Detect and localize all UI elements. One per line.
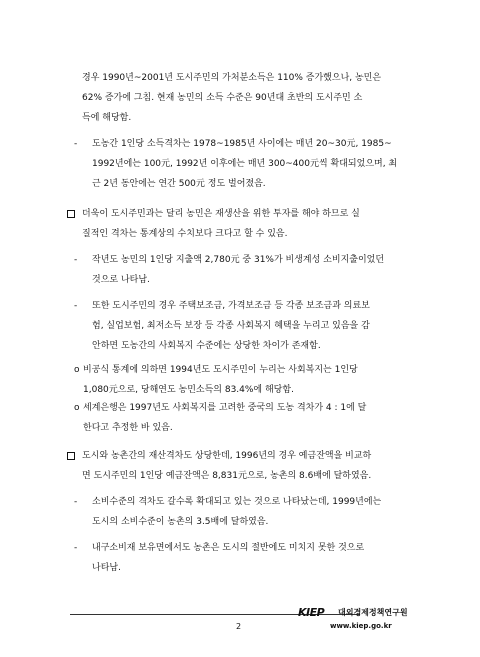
organization-name: 대외경제정책연구원 <box>338 608 408 617</box>
dash-bullet: - <box>74 255 78 265</box>
dash-bullet: - <box>74 543 78 553</box>
text-line: 1992년에는 100元, 1992년 이후에는 매년 300~400元씩 확대되었으며, 최 <box>92 159 398 169</box>
circle-bullet: o <box>74 365 80 375</box>
text-line: 한다고 추정한 바 있음. <box>83 423 173 433</box>
circle-bullet: o <box>74 403 80 413</box>
text-line: 소비수준의 격차도 갈수록 확대되고 있는 것으로 나타났는데, 1999년에는 <box>92 497 382 507</box>
dash-bullet: - <box>74 139 78 149</box>
dash-bullet: - <box>74 301 78 311</box>
text-line: 나타남. <box>92 563 121 573</box>
text-line: 경우 1990년~2001년 도시주민의 가처분소득은 110% 증가했으나, 농민은 <box>82 73 382 83</box>
text-line: 근 2년 동안에는 연간 500元 정도 벌어졌음. <box>92 179 266 189</box>
dash-bullet: - <box>74 497 78 507</box>
text-line: 면 도시주민의 1인당 예금잔액은 8,831元으로, 농촌의 8.6배에 달하였음. <box>82 471 372 481</box>
organization-url[interactable]: www.kiep.go.kr <box>330 622 392 630</box>
checkbox-bullet-icon <box>67 210 75 218</box>
text-line: 비공식 통계에 의하면 1994년도 도시주민이 누리는 사회복지는 1인당 <box>83 365 358 375</box>
text-line: 내구소비재 보유면에서도 농촌은 도시의 절반에도 미치지 못한 것으로 <box>92 543 365 553</box>
text-line: 62% 증가에 그침. 현재 농민의 소득 수준은 90년대 초반의 도시주민 소 <box>82 93 363 103</box>
text-line: 득에 해당함. <box>82 113 132 123</box>
text-line: 세계은행은 1997년도 사회복지를 고려한 중국의 도농 격차가 4 : 1에 달 <box>83 403 367 413</box>
text-line: 도시와 농촌간의 재산격차도 상당한데, 1996년의 경우 예금잔액을 비교하 <box>82 451 372 461</box>
text-line: 안하면 도농간의 사회복지 수준에는 상당한 차이가 존재함. <box>92 341 321 351</box>
text-line: 험, 실업보험, 최저소득 보장 등 각종 사회복지 혜택을 누리고 있음을 감 <box>92 321 370 331</box>
checkbox-bullet-icon <box>67 452 75 460</box>
text-line: 1,080元으로, 당해연도 농민소득의 83.4%에 해당함. <box>83 385 294 395</box>
text-line: 도시의 소비수준이 농촌의 3.5배에 달하였음. <box>92 517 269 527</box>
text-line: 작년도 농민의 1인당 지출액 2,780元 중 31%가 비생계성 소비지출이었던 <box>92 255 385 265</box>
text-line: 질적인 격차는 통계상의 수치보다 크다고 할 수 있음. <box>82 229 288 239</box>
text-line: 도농간 1인당 소득격차는 1978~1985년 사이에는 매년 20~30元, 1985~ <box>92 139 392 149</box>
kiep-logo: KIEP <box>298 606 325 619</box>
text-line: 또한 도시주민의 경우 주택보조금, 가격보조금 등 각종 보조금과 의료보 <box>92 301 370 311</box>
text-line: 것으로 나타남. <box>92 275 150 285</box>
text-line: 더욱이 도시주민과는 달리 농민은 재생산을 위한 투자를 해야 하므로 실 <box>82 209 360 219</box>
page-number: 2 <box>236 622 242 631</box>
